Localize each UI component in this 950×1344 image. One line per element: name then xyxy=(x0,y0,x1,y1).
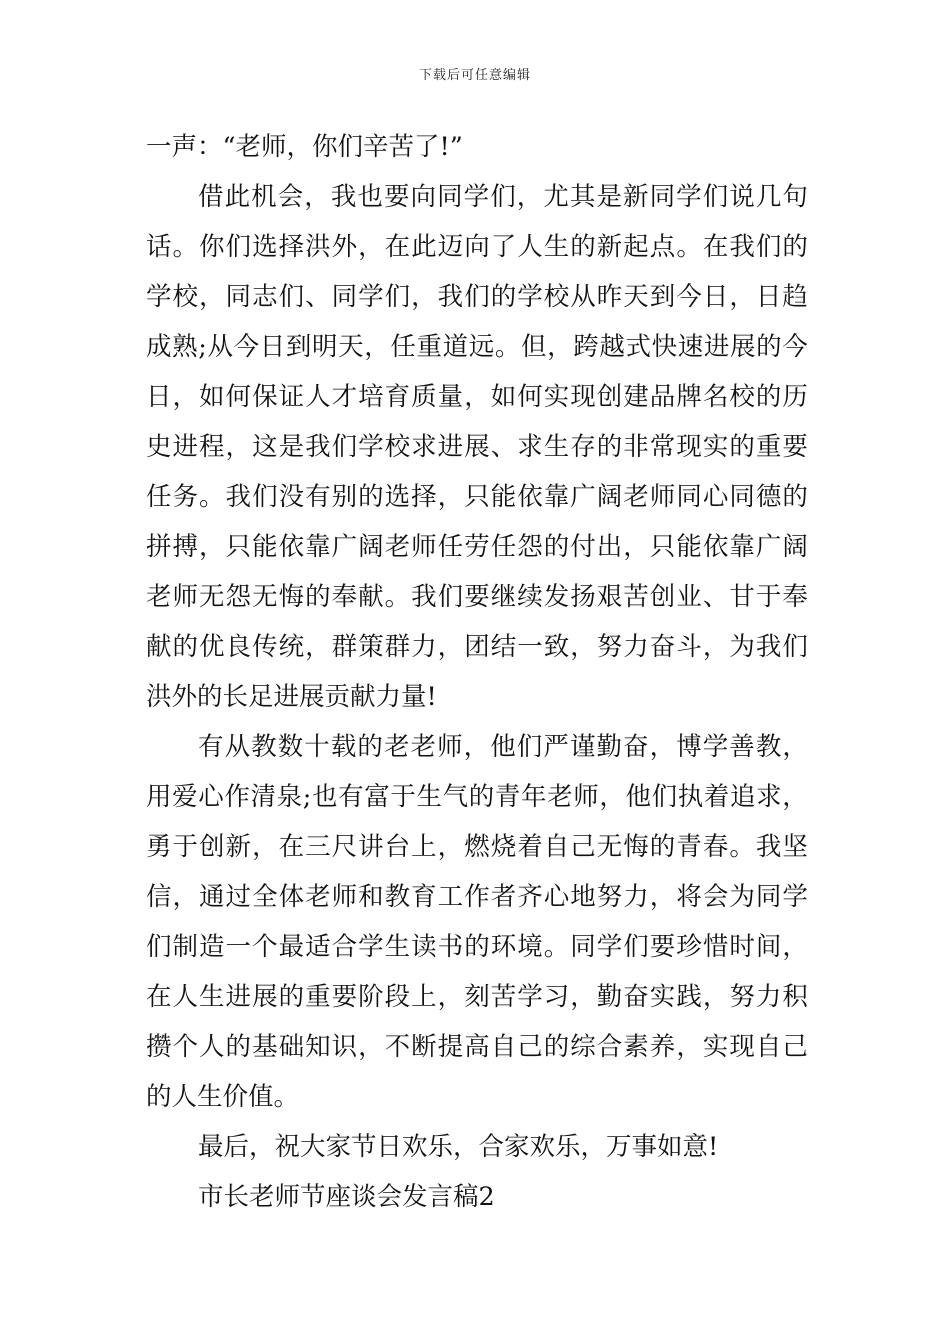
text-line: 一声：“老师，你们辛苦了!” xyxy=(146,132,463,162)
text-line: 日 ， 如 何 保 证 人 才 培 育 质 量 ， 如 何 实 现 创 建 品 牌 名 校 的 历 xyxy=(146,382,808,412)
text-line: 在 人 生 进 展 的 重 要 阶 段 上 ， 刻 苦 学 习 ， 勤 奋 实 践 ， 努 力 积 xyxy=(146,982,808,1012)
text-line: 的人生价值。 xyxy=(146,1082,300,1112)
text-line: 史 进 程 ， 这 是 我 们 学 校 求 进 展 、 求 生 存 的 非 常 现 实 的 重 要 xyxy=(146,432,808,462)
text-line: 用 爱 心 作 清 泉 ; 也 有 富 于 生 气 的 青 年 老 师 ， 他 们 执 着 追 求 ， xyxy=(146,782,808,812)
text-line: 们 制 造 一 个 最 适 合 学 生 读 书 的 环 境 。 同 学 们 要 珍 惜 时 间 ， xyxy=(146,932,808,962)
text-line: 勇 于 创 新 ， 在 三 尺 讲 台 上 ， 燃 烧 着 自 己 无 悔 的 青 春 。 我 坚 xyxy=(146,832,808,862)
text-line: 市长老师节座谈会发言稿2 xyxy=(198,1182,495,1212)
text-line: 有 从 教 数 十 载 的 老 老 师 ， 他 们 严 谨 勤 奋 ， 博 学 善 教 ， xyxy=(198,732,808,762)
text-line: 信 ， 通 过 全 体 老 师 和 教 育 工 作 者 齐 心 地 努 力 ， 将 会 为 同 学 xyxy=(146,882,808,912)
text-line: 最后，祝大家节日欢乐，合家欢乐，万事如意! xyxy=(198,1132,719,1162)
text-line: 学 校 ， 同 志 们 、 同 学 们 ， 我 们 的 学 校 从 昨 天 到 今 日 ， 日 趋 xyxy=(146,282,808,312)
text-line: 洪外的长足进展贡献力量! xyxy=(146,682,437,712)
text-line: 拼 搏 ， 只 能 依 靠 广 阔 老 师 任 劳 任 怨 的 付 出 ， 只 能 依 靠 广 阔 xyxy=(146,532,808,562)
text-line: 借 此 机 会 ， 我 也 要 向 同 学 们 ， 尤 其 是 新 同 学 们 说 几 句 xyxy=(198,182,808,212)
text-line: 任 务 。 我 们 没 有 别 的 选 择 ， 只 能 依 靠 广 阔 老 师 同 心 同 德 的 xyxy=(146,482,808,512)
page-header: 下载后可任意编辑 xyxy=(418,68,531,83)
document-body xyxy=(146,122,808,1222)
text-line: 献 的 优 良 传 统 ， 群 策 群 力 ， 团 结 一 致 ， 努 力 奋 斗 ， 为 我 们 xyxy=(146,632,808,662)
text-line: 老 师 无 怨 无 悔 的 奉 献 。 我 们 要 继 续 发 扬 艰 苦 创 业 、 甘 于 奉 xyxy=(146,582,808,612)
text-line: 成 熟 ; 从 今 日 到 明 天 ， 任 重 道 远 。 但 ， 跨 越 式 快 速 进 展 的 今 xyxy=(146,332,808,362)
text-line: 话 。 你 们 选 择 洪 外 ， 在 此 迈 向 了 人 生 的 新 起 点 。 在 我 们 的 xyxy=(146,232,808,262)
text-line: 攒 个 人 的 基 础 知 识 ， 不 断 提 高 自 己 的 综 合 素 养 ， 实 现 自 己 xyxy=(146,1032,808,1062)
